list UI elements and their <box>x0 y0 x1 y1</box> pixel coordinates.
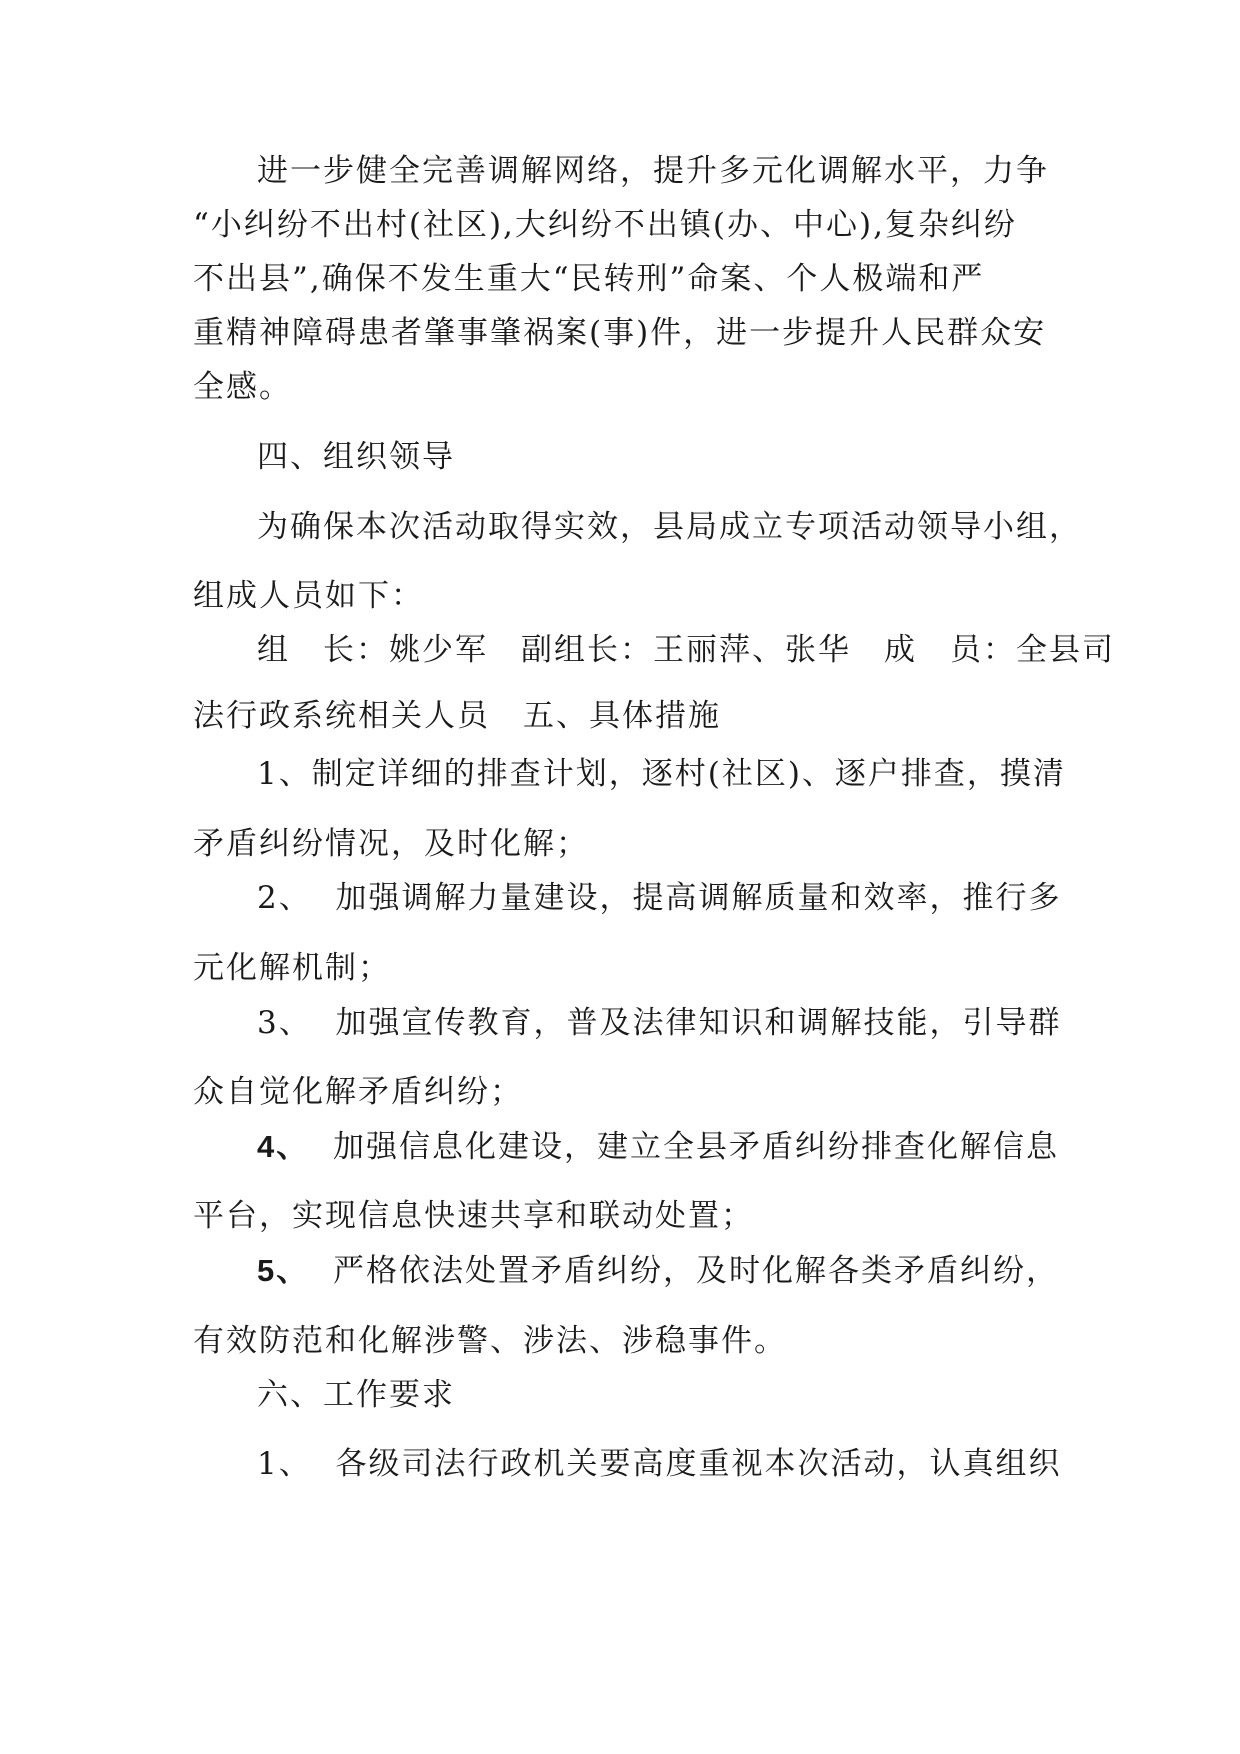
measure-3-line2: 众自觉化解矛盾纠纷； <box>193 1074 523 1110</box>
measure-4-line1 <box>257 1127 1059 1167</box>
section4-heading: 四、组织领导 <box>257 439 455 475</box>
para1-line1: 进一步健全完善调解网络，提升多元化调解水平，力争 <box>257 153 1049 189</box>
measure-3-line1 <box>257 1003 1061 1043</box>
measure-3-number: 3、 <box>257 1005 312 1041</box>
para1-line2: “小纠纷不出村(社区),大纠纷不出镇(办、中心),复杂纠纷 <box>193 207 1017 243</box>
para1-line3: 不出县”,确保不发生重大“民转刑”命案、个人极端和严 <box>193 261 985 297</box>
measure-2-number: 2、 <box>257 880 312 916</box>
measure-4-number: 4、 <box>257 1129 310 1164</box>
requirement-1-text: 各级司法行政机关要高度重视本次活动，认真组织 <box>335 1446 1062 1482</box>
members-line2: 法行政系统相关人员 五、具体措施 <box>193 698 721 734</box>
measure-1-line1 <box>257 754 1066 794</box>
para2-line2: 组成人员如下： <box>193 578 424 614</box>
measure-1-text: 制定详细的排查计划，逐村(社区)、逐户排查，摸清 <box>311 756 1066 792</box>
measure-4-text: 加强信息化建设，建立全县矛盾纠纷排查化解信息 <box>332 1129 1059 1165</box>
para2-line1: 为确保本次活动取得实效，县局成立专项活动领导小组， <box>257 509 1082 545</box>
measure-1-number: 1、 <box>257 756 312 792</box>
measure-5-text: 严格依法处置矛盾纠纷，及时化解各类矛盾纠纷， <box>332 1253 1059 1289</box>
measure-2-line1 <box>257 878 1061 918</box>
section6-heading: 六、工作要求 <box>257 1377 455 1413</box>
measure-1-line2: 矛盾纠纷情况，及时化解； <box>193 826 589 862</box>
requirement-1-line1 <box>257 1444 1061 1484</box>
measure-5-number: 5、 <box>257 1253 310 1288</box>
requirement-1-number: 1、 <box>257 1446 312 1482</box>
measure-2-text: 加强调解力量建设，提高调解质量和效率，推行多 <box>335 880 1062 916</box>
measure-2-line2: 元化解机制； <box>193 950 391 986</box>
para1-line4: 重精神障碍患者肇事肇祸案(事)件，进一步提升人民群众安 <box>193 315 1047 351</box>
members-line1: 组 长：姚少军 副组长：王丽萍、张华 成 员：全县司 <box>257 632 1115 668</box>
measure-5-line1 <box>257 1251 1059 1291</box>
measure-3-text: 加强宣传教育，普及法律知识和调解技能，引导群 <box>335 1005 1062 1041</box>
measure-5-line2: 有效防范和化解涉警、涉法、涉稳事件。 <box>193 1323 787 1359</box>
para1-line5: 全感。 <box>193 369 292 405</box>
measure-4-line2: 平台，实现信息快速共享和联动处置； <box>193 1198 754 1234</box>
